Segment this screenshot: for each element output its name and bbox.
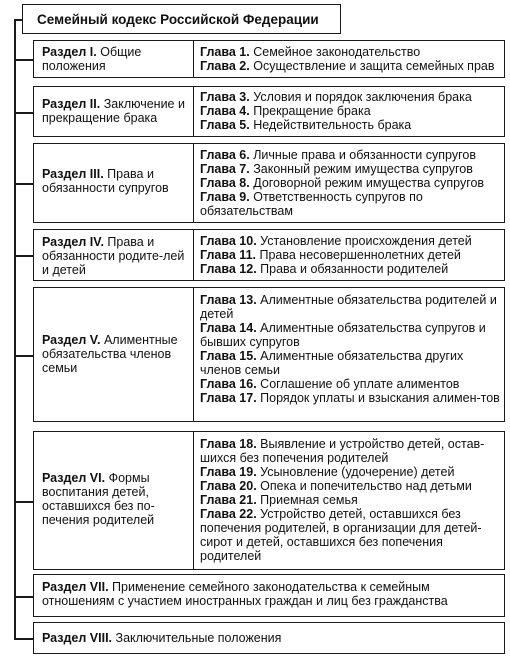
chapter-number: Глава 17.	[200, 391, 257, 405]
chapter-item	[200, 148, 500, 162]
chapter-item	[200, 262, 500, 276]
chapter-item	[200, 45, 500, 59]
chapter-number: Глава 13.	[200, 293, 257, 307]
section-box-5	[33, 287, 505, 422]
chapter-title: Устройство детей, оставшихся без попечения родителей, в организации для детей-сирот и детей, оставшихся без попечения родителей	[200, 507, 482, 563]
section-box-3	[33, 143, 505, 223]
section-connector-6	[14, 501, 33, 503]
section-name-4: Права и обязанности родите-лей и детей	[42, 235, 185, 277]
chapter-title: Условия и порядок заключения брака	[253, 90, 472, 104]
chapter-number: Глава 21.	[200, 493, 257, 507]
chapter-number: Глава 1.	[200, 45, 250, 59]
chapter-list-6	[200, 437, 500, 563]
chapter-item	[200, 465, 500, 479]
chapter-item	[200, 176, 500, 190]
chapter-number: Глава 5.	[200, 118, 250, 132]
section-name-2: Заключение и прекращение брака	[42, 97, 185, 125]
chapter-item	[200, 90, 500, 104]
section-connector-7	[14, 596, 33, 598]
chapter-number: Глава 12.	[200, 262, 257, 276]
chapter-item	[200, 377, 500, 391]
chapter-number: Глава 14.	[200, 321, 257, 335]
section-name-6: Формы воспитания детей, оставшихся без по-печения родителей	[42, 471, 155, 527]
chapter-title: Алиментные обязательства супругов и бывших супругов	[200, 321, 486, 349]
section-connector-1	[14, 59, 33, 61]
chapter-item	[200, 248, 500, 262]
chapter-title: Законный режим имущества супругов	[253, 162, 473, 176]
chapter-number: Глава 3.	[200, 90, 250, 104]
chapter-number: Глава 15.	[200, 349, 257, 363]
section-number-8: Раздел VIII.	[42, 631, 113, 645]
section-label-1	[42, 45, 190, 73]
chapter-item	[200, 162, 500, 176]
section-divider-1	[193, 41, 194, 77]
chapter-title: Личные права и обязанности супругов	[253, 148, 476, 162]
chapter-title: Семейное законодательство	[253, 45, 421, 59]
chapter-number: Глава 2.	[200, 59, 250, 73]
chapter-item	[200, 493, 500, 507]
section-box-6	[33, 431, 505, 570]
chapter-number: Глава 19.	[200, 465, 257, 479]
chapter-title: Алиментные обязательства родителей и детей	[200, 293, 497, 321]
section-box-7	[33, 574, 505, 617]
section-connector-8	[14, 638, 33, 640]
section-number-1: Раздел I.	[42, 45, 97, 59]
section-divider-5	[193, 288, 194, 421]
chapter-title: Ответственность супругов по обязательствам	[200, 190, 423, 218]
section-name-5: Алиментные обязательства членов семьи	[42, 333, 178, 375]
section-connector-3	[14, 183, 33, 185]
chapter-number: Глава 8.	[200, 176, 250, 190]
chapter-title: Права и обязанности родителей	[260, 262, 449, 276]
chapter-item	[200, 104, 500, 118]
section-label-2	[42, 97, 190, 125]
section-box-2	[33, 86, 505, 137]
chapter-item	[200, 321, 500, 349]
chapter-list-3	[200, 148, 500, 218]
chapter-number: Глава 18.	[200, 437, 257, 451]
section-number-6: Раздел VI.	[42, 471, 106, 485]
chapter-item	[200, 118, 500, 132]
chapter-number: Глава 7.	[200, 162, 250, 176]
chapter-title: Усыновление (удочерение) детей	[260, 465, 455, 479]
chapter-list-4	[200, 234, 500, 276]
chapter-title: Соглашение об уплате алиментов	[260, 377, 460, 391]
section-connector-2	[14, 112, 33, 114]
section-box-8	[33, 622, 505, 654]
chapter-title: Выявление и устройство детей, остав-шихся без попечения родителей	[200, 437, 485, 465]
section-number-7: Раздел VII.	[42, 580, 109, 594]
section-number-2: Раздел II.	[42, 97, 101, 111]
chapter-list-2	[200, 90, 500, 132]
chapter-title: Порядок уплаты и взыскания алимен-тов	[260, 391, 500, 405]
chapter-title: Прекращение брака	[253, 104, 371, 118]
section-divider-3	[193, 144, 194, 222]
chapter-number: Глава 11.	[200, 248, 256, 262]
chapter-item	[200, 59, 500, 73]
section-box-1	[33, 40, 505, 78]
section-label-3	[42, 167, 190, 195]
chapter-item	[200, 293, 500, 321]
chapter-item	[200, 507, 500, 563]
chapter-title: Алиментные обязательства других членов семьи	[200, 349, 464, 377]
section-label-6	[42, 471, 190, 527]
chapter-number: Глава 22.	[200, 507, 257, 521]
chapter-number: Глава 9.	[200, 190, 250, 204]
section-label-5	[42, 333, 190, 375]
chapter-title: Опека и попечительство над детьми	[260, 479, 472, 493]
chapter-item	[200, 349, 500, 377]
section-number-4: Раздел IV.	[42, 235, 104, 249]
chapter-title: Осуществление и защита семейных прав	[253, 59, 495, 73]
section-box-4	[33, 229, 505, 281]
section-divider-4	[193, 230, 194, 280]
chapter-number: Глава 6.	[200, 148, 250, 162]
section-divider-2	[193, 87, 194, 136]
chapter-title: Договорной режим имущества супругов	[253, 176, 485, 190]
chapter-item	[200, 190, 500, 218]
section-divider-6	[193, 432, 194, 569]
section-connector-4	[14, 255, 33, 257]
chapter-number: Глава 16.	[200, 377, 257, 391]
chapter-number: Глава 10.	[200, 234, 257, 248]
chapter-number: Глава 20.	[200, 479, 257, 493]
chapter-title: Приемная семья	[260, 493, 358, 507]
chapter-item	[200, 479, 500, 493]
diagram-title: Семейный кодекс Российской Федерации	[22, 4, 341, 34]
section-name-7: Применение семейного законодательства к семейным отношениям с участием иностранных граждан и лиц без гражданства	[42, 580, 448, 608]
chapter-list-1	[200, 45, 500, 73]
section-name-1: Общие положения	[42, 45, 142, 73]
section-name-3: Права и обязанности супругов	[42, 167, 169, 195]
section-label-8	[42, 631, 498, 645]
chapter-item	[200, 391, 500, 405]
section-number-5: Раздел V.	[42, 333, 101, 347]
chapter-item	[200, 234, 500, 248]
chapter-title: Недействительность брака	[253, 118, 412, 132]
chapter-title: Установление происхождения детей	[260, 234, 472, 248]
chapter-item	[200, 437, 500, 465]
section-number-3: Раздел III.	[42, 167, 104, 181]
chapter-list-5	[200, 293, 500, 405]
section-label-7	[42, 580, 498, 608]
section-label-4	[42, 235, 190, 277]
section-connector-5	[14, 355, 33, 357]
chapter-title: Права несовершеннолетних детей	[259, 248, 461, 262]
section-name-8: Заключительные положения	[115, 631, 282, 645]
chapter-number: Глава 4.	[200, 104, 250, 118]
